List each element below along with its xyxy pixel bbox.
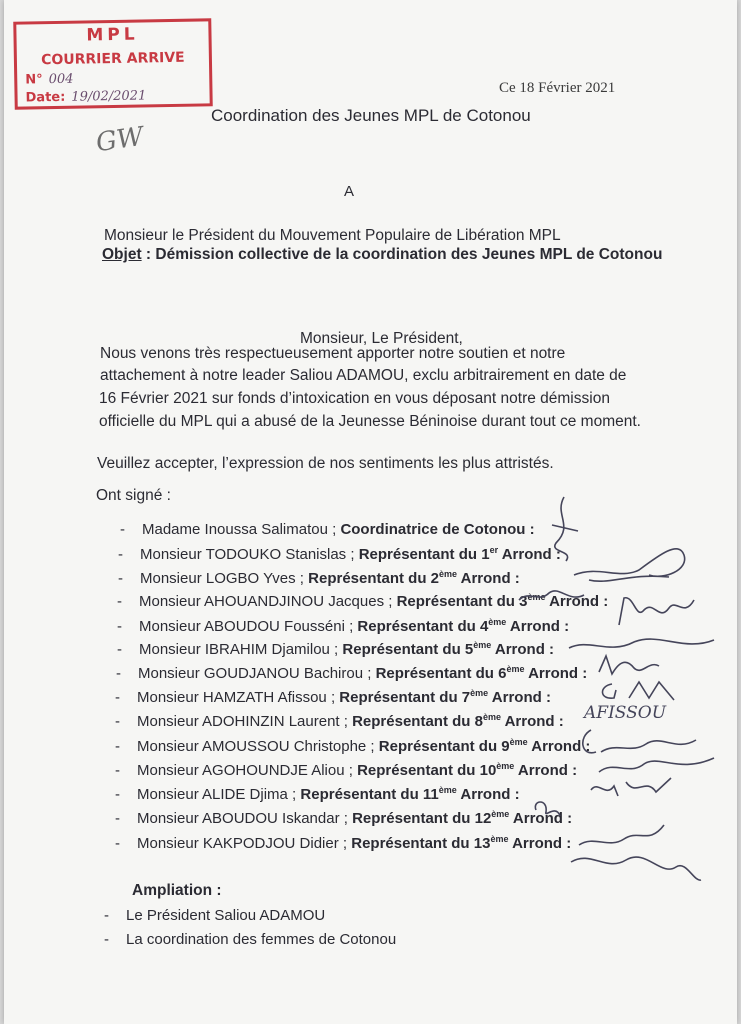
stamp-title: MPL — [86, 24, 139, 46]
ampliation-item — [104, 907, 325, 924]
list-dash: - — [116, 665, 121, 682]
body-line: Nous venons très respectueusement apporter notre soutien et notre — [100, 345, 566, 362]
list-dash: - — [104, 931, 109, 948]
letter-page — [4, 0, 737, 1024]
signatory-name: Monsieur KAKPODJOU Didier ; — [137, 835, 352, 852]
signatory-name: Madame Inoussa Salimatou ; — [142, 521, 341, 538]
arrondissement-label: Arrond : — [527, 738, 591, 755]
signatory-name: Monsieur IBRAHIM Djamilou ; — [139, 641, 343, 658]
arrondissement-label: Arrond : — [514, 762, 578, 779]
body-line: attachement à notre leader Saliou ADAMOU, exclu arbitrairement en date de — [100, 367, 627, 384]
signatory-name: Monsieur AHOUANDJINOU Jacques ; — [139, 593, 397, 610]
signatory-row — [117, 640, 554, 658]
ordinal-suffix: ème — [506, 664, 525, 674]
signatory-role-text: Représentant du 2 — [308, 570, 440, 587]
ordinal-suffix: ème — [490, 834, 509, 844]
list-dash: - — [120, 521, 125, 538]
signatory-role — [351, 835, 571, 852]
list-dash: - — [115, 738, 120, 755]
address-a: A — [344, 183, 355, 200]
signature-afissou: AFISSOU — [584, 703, 667, 723]
signatory-role — [359, 546, 561, 563]
signatory-role-text: Représentant du 11 — [300, 786, 439, 803]
list-dash: - — [115, 786, 120, 803]
list-dash: - — [115, 762, 120, 779]
signatory-name: Monsieur ABOUDOU Iskandar ; — [137, 810, 353, 827]
arrondissement-label: Arrond : — [506, 618, 570, 635]
signatory-role — [357, 762, 577, 779]
signatory-role-text: Représentant du 6 — [375, 665, 507, 682]
arrondissement-label: Arrond : — [488, 689, 551, 706]
signatory-role-text: Représentant du 4 — [357, 618, 489, 635]
ampliation-item-text: Le Président Saliou ADAMOU — [126, 907, 326, 924]
subject-text: : Démission collective de la coordination des Jeunes MPL de Cotonou — [141, 246, 663, 263]
ordinal-suffix: ème — [488, 617, 507, 627]
signatory-role — [342, 641, 554, 658]
ampliation-item-text: La coordination des femmes de Cotonou — [126, 931, 397, 948]
letter-date: Ce 18 Février 2021 — [499, 80, 616, 96]
signature-scrawl — [614, 590, 704, 635]
arrondissement-label: Arrond : — [545, 593, 609, 610]
arrondissement-label: Arrond : — [491, 641, 555, 658]
signatory-row — [116, 664, 587, 682]
list-dash: - — [118, 546, 123, 563]
signatory-row — [115, 761, 577, 779]
signatory-role — [379, 738, 591, 755]
signatory-role — [340, 521, 534, 538]
arrondissement-label: Arrond : — [498, 546, 561, 563]
signature-scrawl — [530, 798, 564, 820]
signatory-role-text: Représentant du 10 — [357, 762, 497, 779]
signatory-role-text: Représentant du 13 — [351, 835, 491, 852]
signatory-role — [352, 713, 564, 730]
arrondissement-label: Arrond : — [500, 713, 564, 730]
signatory-row — [118, 545, 561, 563]
subject-line — [102, 246, 662, 264]
list-dash: - — [117, 593, 122, 610]
signatory-row — [115, 712, 564, 730]
ordinal-suffix: ème — [473, 640, 492, 650]
signatory-role-text: Représentant du 5 — [342, 641, 474, 658]
arrondissement-label: Arrond : — [524, 665, 588, 682]
subject-label: Objet — [102, 246, 142, 263]
arrondissement-label: Arrond : — [457, 570, 520, 587]
handwritten-initials: GW — [94, 121, 146, 159]
list-dash: - — [117, 618, 122, 635]
stamp-number-value: 004 — [48, 71, 74, 88]
signatory-row — [115, 688, 551, 706]
signatory-name: Monsieur ADOHINZIN Laurent ; — [137, 713, 353, 730]
ordinal-suffix: er — [489, 545, 499, 555]
signatory-row — [115, 834, 571, 852]
signatory-name: Monsieur LOGBO Yves ; — [140, 570, 309, 587]
signatory-role — [308, 570, 520, 587]
sender-heading: Coordination des Jeunes MPL de Cotonou — [211, 106, 531, 125]
signatory-role — [339, 689, 551, 706]
arrondissement-label: Arrond : — [508, 835, 572, 852]
signatory-name: Monsieur AGOHOUNDJE Aliou ; — [137, 762, 358, 779]
recipient-line: Monsieur le Président du Mouvement Populaire de Libération MPL — [104, 227, 561, 244]
stamp-number-label: N° — [25, 72, 43, 88]
signatory-name: Monsieur ALIDE Djima ; — [137, 786, 301, 803]
body-line: 16 Février 2021 sur fonds d’intoxication en vous déposant notre démission — [99, 390, 610, 407]
signatory-role — [357, 618, 569, 635]
signatory-row — [120, 521, 535, 538]
ordinal-suffix: ème — [509, 737, 528, 747]
signatory-role — [300, 786, 519, 803]
signed-label: Ont signé : — [96, 487, 171, 504]
signature-scrawl — [514, 585, 594, 607]
stamp-subtitle: COURRIER ARRIVE — [41, 49, 185, 69]
signatory-role-text: Représentant du 1 — [358, 546, 490, 563]
ordinal-suffix: ème — [491, 809, 510, 819]
closing-line: Veuillez accepter, l’expression de nos sentiments les plus attristés. — [97, 455, 554, 472]
ampliation-item — [104, 931, 396, 948]
list-dash: - — [115, 713, 120, 730]
signatory-row — [115, 785, 520, 803]
signatory-role-text: Représentant du 8 — [352, 713, 483, 730]
stamp-number-line — [25, 72, 73, 88]
list-dash: - — [104, 907, 109, 924]
ordinal-suffix: ème — [527, 592, 546, 602]
signature-scrawl — [594, 676, 684, 706]
list-dash: - — [117, 641, 122, 658]
signatory-role-text: Représentant du 12 — [352, 810, 492, 827]
salutation: Monsieur, Le Président, — [300, 330, 463, 347]
signatory-role-text: Représentant du 7 — [339, 689, 471, 706]
ordinal-suffix: ème — [496, 761, 515, 771]
courrier-arrive-stamp — [13, 18, 213, 109]
body-line: officielle du MPL qui a abusé de la Jeunesse Béninoise durant tout ce moment. — [99, 413, 641, 430]
signatory-name: Monsieur HAMZATH Afissou ; — [137, 689, 340, 706]
signatory-row — [115, 809, 572, 827]
signature-scrawl — [586, 772, 686, 802]
list-dash: - — [115, 835, 120, 852]
signatory-role-text: Coordinatrice de Cotonou : — [340, 521, 535, 538]
stamp-date-line — [25, 88, 146, 105]
stamp-date-label: Date: — [25, 89, 66, 106]
signatory-name: Monsieur GOUDJANOU Bachirou ; — [138, 665, 376, 682]
list-dash: - — [115, 689, 120, 706]
signature-scrawl — [566, 842, 706, 892]
signatory-role — [376, 665, 588, 682]
ordinal-suffix: ème — [482, 712, 501, 722]
signatory-name: Monsieur AMOUSSOU Christophe ; — [137, 738, 379, 755]
signatory-role-text: Représentant du 3 — [396, 593, 528, 610]
list-dash: - — [115, 810, 120, 827]
ordinal-suffix: ème — [439, 569, 458, 579]
arrondissement-label: Arrond : — [456, 786, 520, 803]
list-dash: - — [118, 570, 123, 587]
signatory-name: Monsieur ABOUDOU Fousséni ; — [139, 618, 358, 635]
signatory-role-text: Représentant du 9 — [378, 738, 510, 755]
signatory-name: Monsieur TODOUKO Stanislas ; — [140, 546, 359, 563]
arrondissement-label: Arrond : — [509, 810, 573, 827]
signatory-row — [118, 569, 520, 587]
signatory-row — [115, 737, 590, 755]
ordinal-suffix: ème — [438, 785, 457, 795]
signatory-row — [117, 617, 569, 635]
stamp-date-value: 19/02/2021 — [71, 88, 147, 105]
ordinal-suffix: ème — [470, 688, 489, 698]
ampliation-title: Ampliation : — [132, 882, 222, 899]
